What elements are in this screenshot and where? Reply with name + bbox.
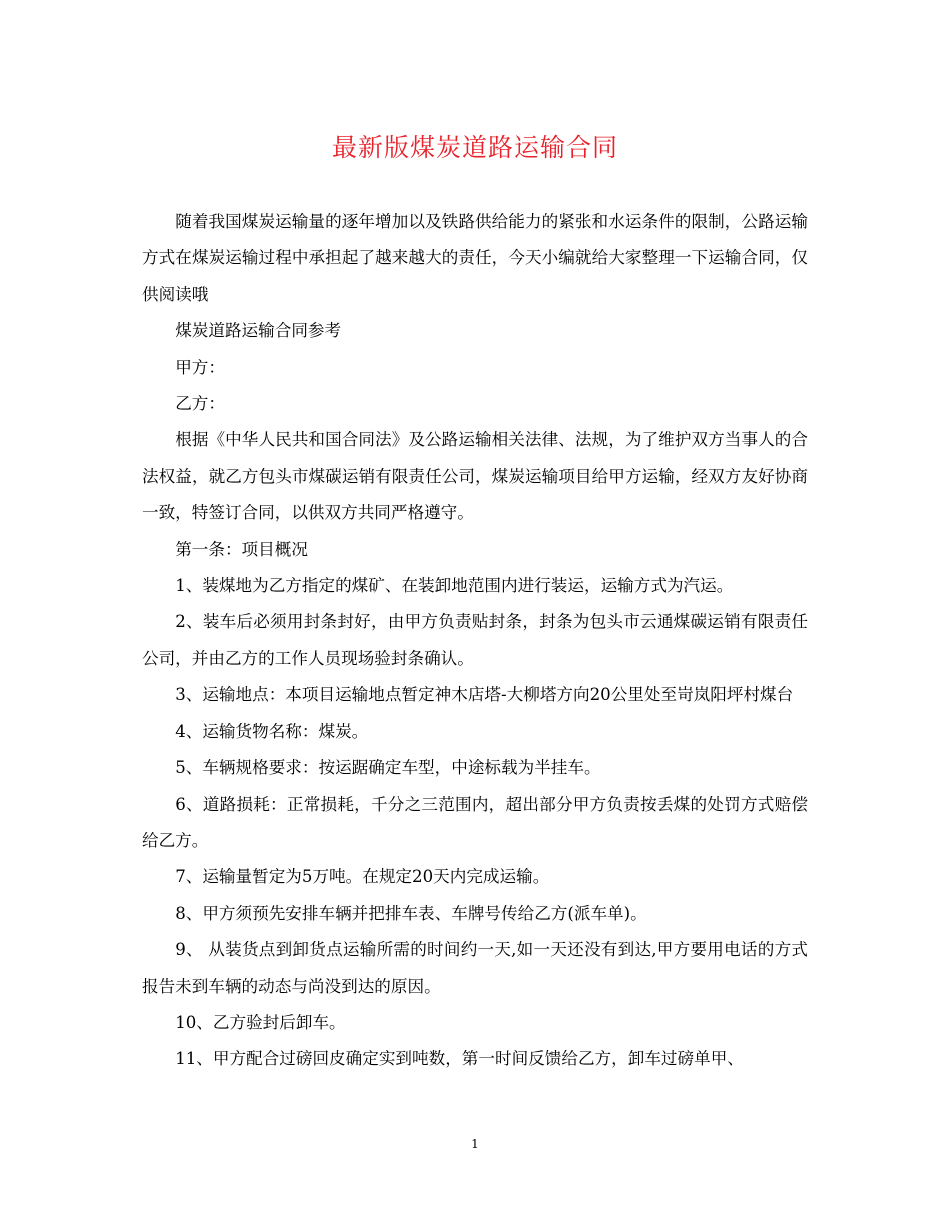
document-title: 最新版煤炭道路运输合同	[331, 133, 618, 162]
clause-9: 9、 从装货点到卸货点运输所需的时间约一天,如一天还没有到达,甲方要用电话的方式报告未到车辆的动态与尚没到达的原因。	[142, 940, 808, 996]
clause-3: 3、运输地点：本项目运输地点暂定神木店塔-大柳塔方向20公里处至岢岚阳坪村煤台	[175, 685, 794, 705]
paragraph-article-1-heading: 第一条：项目概况	[175, 539, 308, 559]
paragraph-party-a: 甲方：	[175, 357, 225, 377]
clause-1: 1、装煤地为乙方指定的煤矿、在装卸地范围内进行装运，运输方式为汽运。	[175, 576, 734, 596]
paragraph-intro: 随着我国煤炭运输量的逐年增加以及铁路供给能力的紧张和水运条件的限制，公路运输方式在煤炭运输过程中承担起了越来越大的责任，今天小编就给大家整理一下运输合同，仅供阅读哦	[142, 212, 808, 304]
page-number: 1	[471, 1137, 479, 1151]
paragraph-reference-heading: 煤炭道路运输合同参考	[175, 321, 342, 341]
clause-8: 8、甲方须预先安排车辆并把排车表、车牌号传给乙方(派车单)。	[175, 903, 647, 923]
document-body	[142, 204, 808, 1078]
clause-2: 2、装车后必须用封条封好，由甲方负责贴封条，封条为包头市云通煤碳运销有限责任公司，并由乙方的工作人员现场验封条确认。	[142, 612, 808, 668]
clause-10: 10、乙方验封后卸车。	[175, 1012, 346, 1032]
clause-7: 7、运输量暂定为5万吨。在规定20天内完成运输。	[175, 867, 550, 887]
paragraph-preamble: 根据《中华人民共和国合同法》及公路运输相关法律、法规，为了维护双方当事人的合法权益，就乙方包头市煤碳运销有限责任公司，煤炭运输项目给甲方运输，经双方友好协商一致，特签订合同，以供双方共同严格遵守。	[142, 430, 808, 523]
clause-4: 4、运输货物名称：煤炭。	[175, 721, 369, 741]
clause-5: 5、车辆规格要求：按运踞确定车型，中途标载为半挂车。	[175, 758, 601, 778]
paragraph-party-b: 乙方：	[175, 394, 225, 414]
clause-11: 11、甲方配合过磅回皮确定实到吨数，第一时间反馈给乙方，卸车过磅单甲、	[175, 1049, 744, 1069]
clause-6: 6、道路损耗：正常损耗，千分之三范围内，超出部分甲方负责按丢煤的处罚方式赔偿给乙方。	[142, 794, 808, 850]
